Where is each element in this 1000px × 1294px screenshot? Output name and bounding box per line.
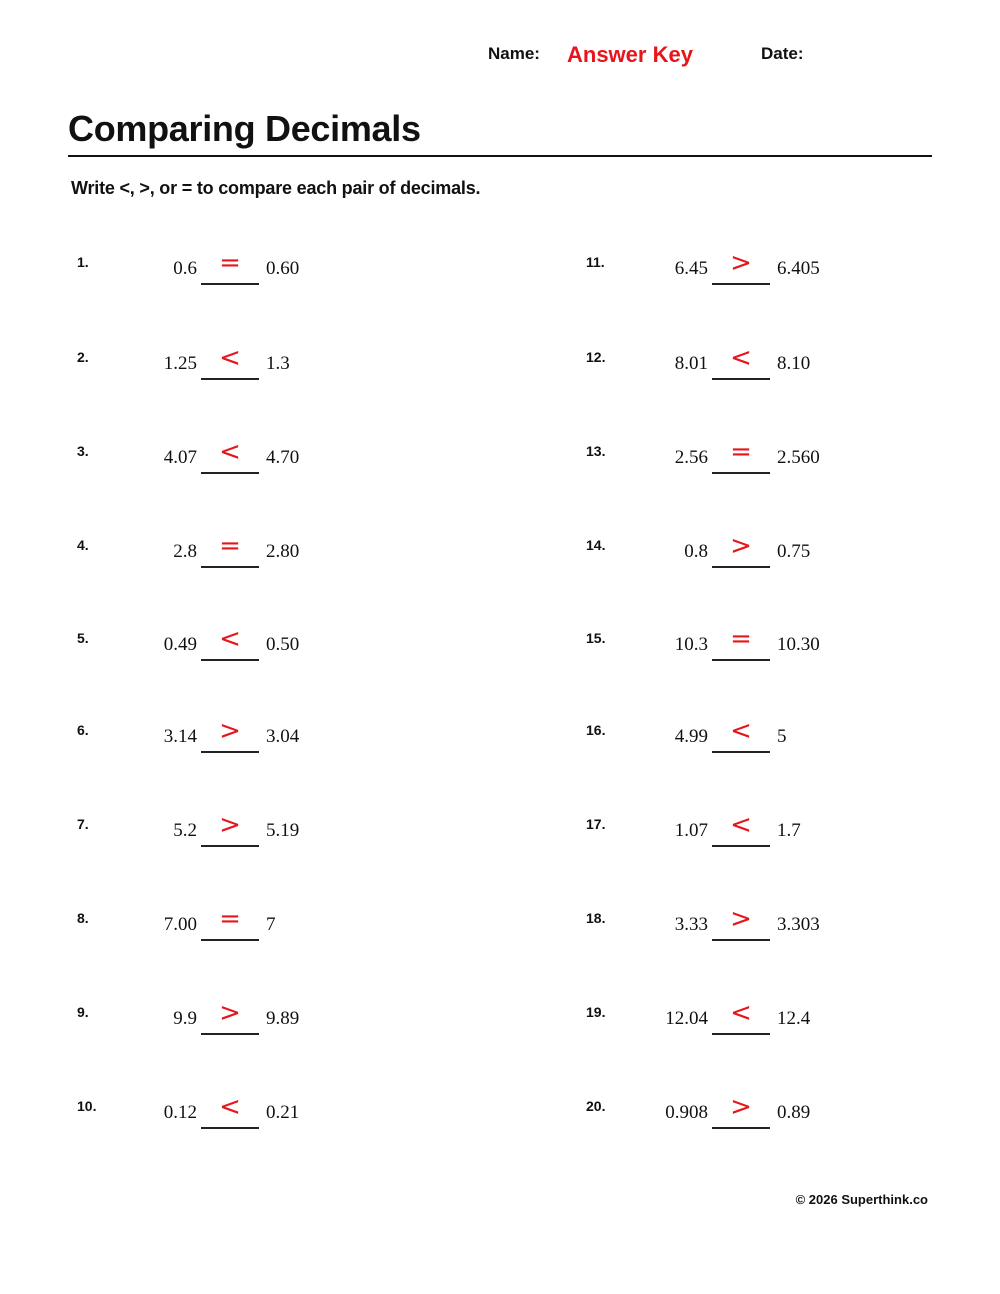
instructions: Write <, >, or = to compare each pair of decimals. — [71, 178, 481, 198]
problem-16 — [586, 716, 1000, 790]
problem-4 — [77, 531, 497, 605]
problem-17 — [586, 810, 1000, 884]
right-decimal: 12.4 — [777, 1008, 811, 1029]
left-decimal: 2.56 — [674, 447, 708, 468]
problem-11 — [586, 248, 1000, 322]
left-decimal: 3.33 — [674, 914, 708, 935]
problem-1 — [77, 248, 497, 322]
name-label: Name: — [488, 44, 540, 63]
right-decimal: 0.60 — [266, 258, 300, 279]
problem-number: 17. — [586, 816, 606, 832]
problem-number: 1. — [77, 254, 89, 270]
left-decimal: 0.12 — [163, 1102, 197, 1123]
answer-blank-line — [201, 845, 259, 847]
right-decimal: 6.405 — [777, 258, 820, 279]
problem-2 — [77, 343, 497, 417]
answer-blank-line — [712, 1127, 770, 1129]
right-decimal: 3.303 — [777, 914, 820, 935]
comparison-symbol: > — [219, 810, 241, 840]
problem-9 — [77, 998, 497, 1072]
problem-12 — [586, 343, 1000, 417]
footer-copyright: © 2026 Superthink.co — [795, 1192, 928, 1207]
right-decimal: 0.89 — [777, 1102, 811, 1123]
problem-number: 12. — [586, 349, 606, 365]
right-decimal: 2.80 — [266, 541, 300, 562]
problem-number: 15. — [586, 630, 606, 646]
answer-blank-line — [201, 566, 259, 568]
left-decimal: 12.04 — [665, 1008, 708, 1029]
problem-number: 2. — [77, 349, 89, 365]
answer-blank-line — [201, 751, 259, 753]
right-decimal: 1.3 — [266, 353, 290, 374]
problem-7 — [77, 810, 497, 884]
left-decimal: 0.8 — [684, 541, 708, 562]
problem-15 — [586, 624, 1000, 698]
comparison-symbol: < — [219, 437, 241, 467]
problem-number: 9. — [77, 1004, 89, 1020]
left-decimal: 1.07 — [674, 820, 708, 841]
right-decimal: 5 — [777, 726, 787, 747]
right-decimal: 0.75 — [777, 541, 811, 562]
answer-blank-line — [201, 659, 259, 661]
problem-number: 6. — [77, 722, 89, 738]
problem-number: 7. — [77, 816, 89, 832]
right-decimal: 4.70 — [266, 447, 300, 468]
answer-blank-line — [712, 845, 770, 847]
comparison-symbol: > — [730, 904, 752, 934]
problem-number: 20. — [586, 1098, 606, 1114]
comparison-symbol: > — [730, 531, 752, 561]
right-decimal: 10.30 — [777, 634, 820, 655]
right-decimal: 5.19 — [266, 820, 300, 841]
comparison-symbol: < — [730, 716, 752, 746]
problem-13 — [586, 437, 1000, 511]
problem-number: 11. — [586, 254, 605, 270]
problem-number: 16. — [586, 722, 606, 738]
right-decimal: 7 — [266, 914, 276, 935]
comparison-symbol: > — [219, 998, 241, 1028]
left-decimal: 9.9 — [173, 1008, 197, 1029]
answer-blank-line — [201, 283, 259, 285]
left-decimal: 4.99 — [674, 726, 708, 747]
comparison-symbol: = — [730, 624, 752, 654]
right-decimal: 2.560 — [777, 447, 820, 468]
right-decimal: 0.21 — [266, 1102, 300, 1123]
left-decimal: 8.01 — [674, 353, 708, 374]
comparison-symbol: = — [219, 248, 241, 278]
page-title: Comparing Decimals — [68, 108, 421, 149]
name-value: Answer Key — [567, 42, 693, 67]
comparison-symbol: = — [219, 531, 241, 561]
problem-5 — [77, 624, 497, 698]
problem-20 — [586, 1092, 1000, 1166]
problem-8 — [77, 904, 497, 978]
comparison-symbol: > — [219, 716, 241, 746]
answer-blank-line — [712, 566, 770, 568]
left-decimal: 3.14 — [163, 726, 197, 747]
problem-number: 10. — [77, 1098, 97, 1114]
right-decimal: 0.50 — [266, 634, 300, 655]
comparison-symbol: < — [730, 810, 752, 840]
problem-number: 13. — [586, 443, 606, 459]
problem-number: 4. — [77, 537, 89, 553]
answer-blank-line — [712, 751, 770, 753]
comparison-symbol: < — [219, 624, 241, 654]
problem-3 — [77, 437, 497, 511]
answer-blank-line — [712, 659, 770, 661]
problem-number: 19. — [586, 1004, 606, 1020]
problem-number: 18. — [586, 910, 606, 926]
answer-blank-line — [712, 1033, 770, 1035]
comparison-symbol: > — [730, 1092, 752, 1122]
left-decimal: 0.908 — [665, 1102, 708, 1123]
comparison-symbol: = — [730, 437, 752, 467]
right-decimal: 8.10 — [777, 353, 811, 374]
left-decimal: 6.45 — [674, 258, 708, 279]
comparison-symbol: < — [730, 998, 752, 1028]
answer-blank-line — [712, 378, 770, 380]
comparison-symbol: < — [219, 1092, 241, 1122]
problem-number: 5. — [77, 630, 89, 646]
left-decimal: 5.2 — [173, 820, 197, 841]
problem-6 — [77, 716, 497, 790]
date-label: Date: — [761, 44, 804, 63]
problem-10 — [77, 1092, 497, 1166]
title-rule — [68, 155, 932, 157]
left-decimal: 2.8 — [173, 541, 197, 562]
answer-blank-line — [201, 1127, 259, 1129]
problem-number: 14. — [586, 537, 606, 553]
problem-number: 8. — [77, 910, 89, 926]
comparison-symbol: < — [730, 343, 752, 373]
answer-blank-line — [712, 472, 770, 474]
right-decimal: 3.04 — [266, 726, 300, 747]
problem-14 — [586, 531, 1000, 605]
comparison-symbol: = — [219, 904, 241, 934]
left-decimal: 7.00 — [163, 914, 197, 935]
left-decimal: 0.6 — [173, 258, 197, 279]
comparison-symbol: < — [219, 343, 241, 373]
answer-blank-line — [201, 1033, 259, 1035]
problem-number: 3. — [77, 443, 89, 459]
left-decimal: 1.25 — [163, 353, 197, 374]
comparison-symbol: > — [730, 248, 752, 278]
answer-blank-line — [712, 283, 770, 285]
problem-18 — [586, 904, 1000, 978]
answer-blank-line — [201, 472, 259, 474]
problem-19 — [586, 998, 1000, 1072]
left-decimal: 10.3 — [674, 634, 708, 655]
left-decimal: 0.49 — [163, 634, 197, 655]
answer-blank-line — [712, 939, 770, 941]
left-decimal: 4.07 — [163, 447, 197, 468]
answer-blank-line — [201, 939, 259, 941]
answer-blank-line — [201, 378, 259, 380]
right-decimal: 1.7 — [777, 820, 801, 841]
right-decimal: 9.89 — [266, 1008, 300, 1029]
